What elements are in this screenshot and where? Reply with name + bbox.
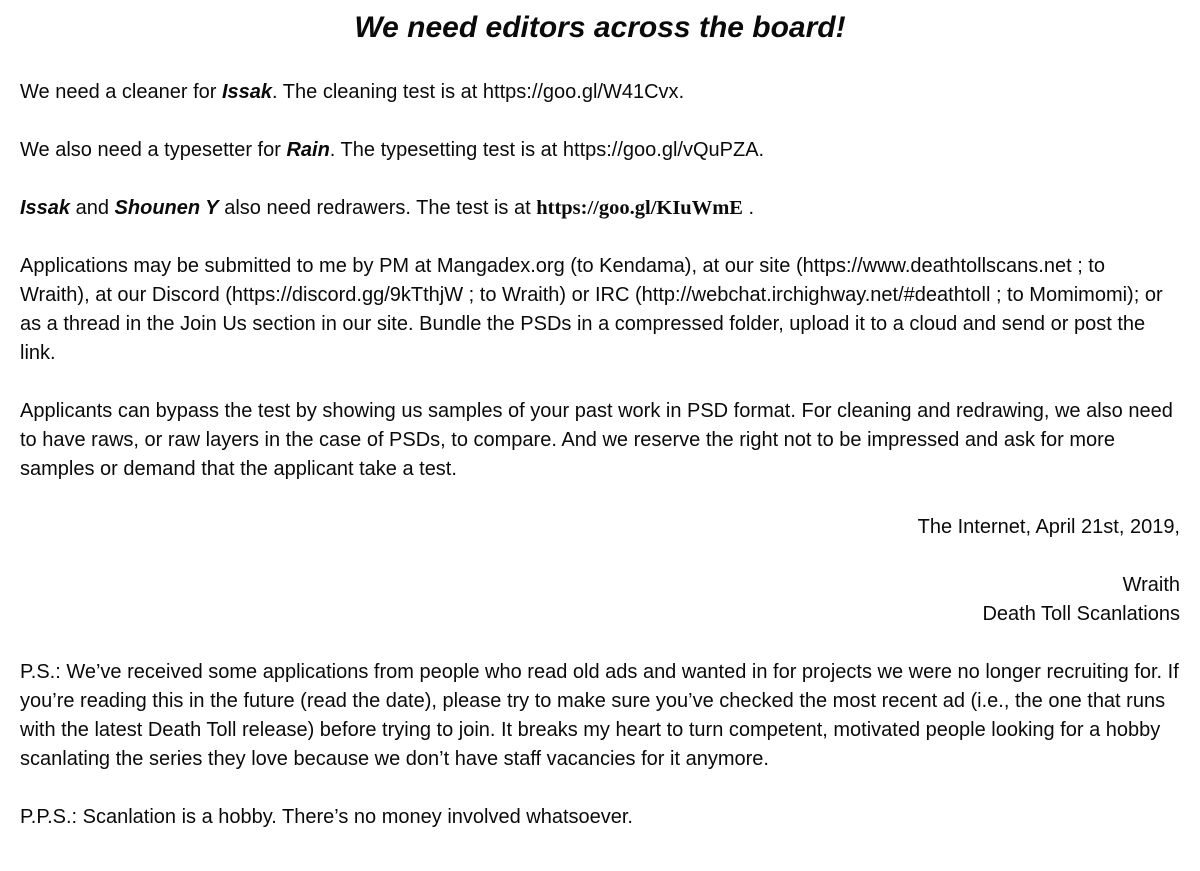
postscript-pps: P.P.S.: Scanlation is a hobby. There’s no money involved whatsoever. bbox=[20, 806, 633, 828]
signature-name: Wraith bbox=[1122, 574, 1180, 596]
cleaner-text-mid: . The cleaning test is at bbox=[272, 81, 483, 103]
paragraph-applications: Applications may be submitted to me by PM at Mangadex.org (to Kendama), at our site (https://www.deathtollscans.net ; to Wraith), at our Discord (https://discord.gg/9kTthjW ; to Wraith) or IRC (http://webchat.irchighway.net/#deathtoll ; to Momimomi); or as a thread in the Join Us section in our site. Bundle the PSDs in a compressed folder, upload it to a cloud and send or post the link. bbox=[20, 255, 1163, 364]
paragraph-typesetter bbox=[20, 136, 1180, 165]
redrawers-text-mid: also need redrawers. The test is at bbox=[218, 197, 537, 219]
paragraph-redrawers bbox=[20, 194, 1180, 223]
typesetter-text-pre: We also need a typesetter for bbox=[20, 139, 287, 161]
redrawing-test-url: https://goo.gl/KIuWmE bbox=[536, 197, 743, 219]
redrawers-conjunction: and bbox=[70, 197, 115, 219]
series-name-shounen-y: Shounen Y bbox=[114, 197, 219, 219]
typesetter-text-mid: . The typesetting test is at bbox=[329, 139, 563, 161]
redrawers-text-end: . bbox=[742, 197, 755, 219]
series-name-issak: Issak bbox=[221, 81, 273, 103]
cleaning-test-url: https://goo.gl/W41Cvx bbox=[482, 81, 679, 103]
typesetting-test-url: https://goo.gl/vQuPZA bbox=[562, 139, 759, 161]
page-title: We need editors across the board! bbox=[354, 11, 846, 44]
signature-dateline: The Internet, April 21st, 2019, bbox=[917, 516, 1180, 538]
signature-group: Death Toll Scanlations bbox=[982, 603, 1180, 625]
paragraph-cleaner bbox=[20, 78, 1180, 107]
paragraph-bypass: Applicants can bypass the test by showing us samples of your past work in PSD format. For cleaning and redrawing, we also need to have raws, or raw layers in the case of PSDs, to compare. And we reserve the right not to be impressed and ask for more samples or demand that the applicant take a test. bbox=[20, 400, 1173, 480]
cleaner-text-pre: We need a cleaner for bbox=[20, 81, 222, 103]
series-name-rain: Rain bbox=[286, 139, 330, 161]
cleaner-text-end: . bbox=[678, 81, 685, 103]
series-name-issak-2: Issak bbox=[20, 197, 71, 219]
postscript-ps: P.S.: We’ve received some applications from people who read old ads and wanted in for projects we were no longer recruiting for. If you’re reading this in the future (read the date), please try to make sure you’ve checked the most recent ad (i.e., the one that runs with the latest Death Toll release) before trying to join. It breaks my heart to turn competent, motivated people looking for a hobby scanlating the series they love because we don’t have staff vacancies for it anymore. bbox=[20, 661, 1179, 770]
typesetter-text-end: . bbox=[758, 139, 765, 161]
signature-block bbox=[20, 571, 1180, 629]
